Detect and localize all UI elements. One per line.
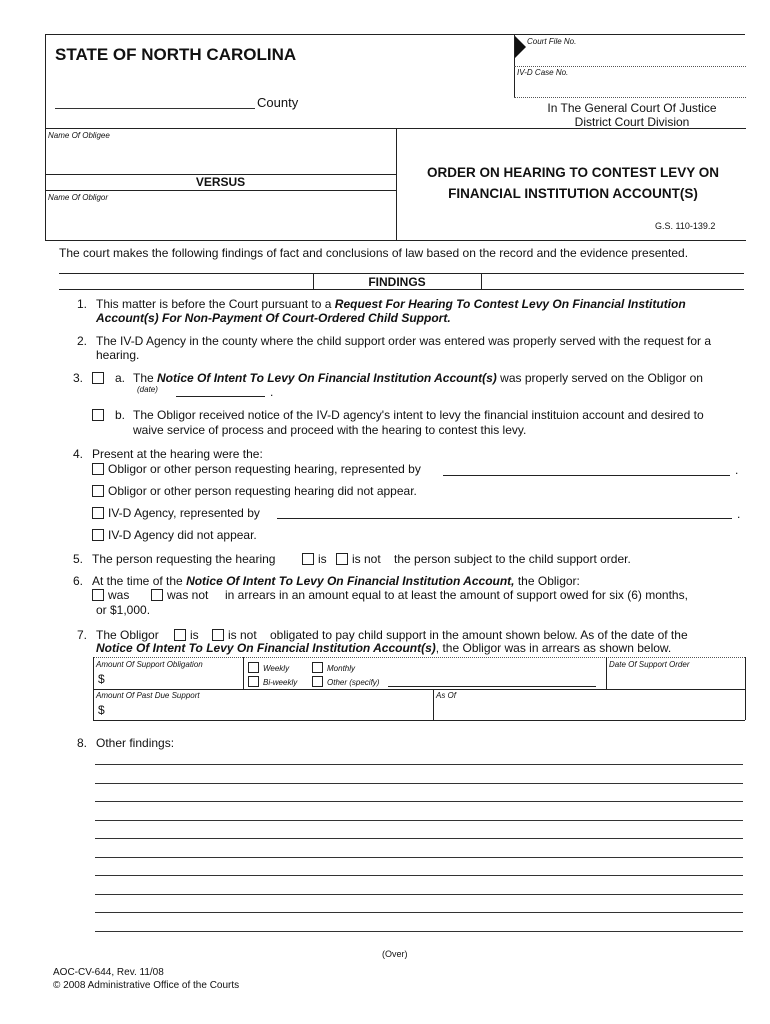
finding-4-opt1-period: . bbox=[735, 463, 739, 477]
other-findings-line-3[interactable] bbox=[95, 801, 743, 802]
finding-2-line2: hearing. bbox=[96, 348, 140, 362]
court-file-field[interactable] bbox=[514, 66, 746, 67]
top-border bbox=[45, 34, 745, 35]
obligor-label: Name Of Obligor bbox=[48, 193, 109, 202]
other-label: Other (specify) bbox=[327, 678, 380, 687]
state-title: STATE OF NORTH CAROLINA bbox=[55, 45, 297, 64]
finding-1-pre: This matter is before the Court pursuant to a bbox=[96, 297, 335, 311]
finding-5-is-label: is bbox=[318, 552, 327, 566]
ivd-case-label: IV-D Case No. bbox=[517, 68, 569, 77]
copyright: © 2008 Administrative Office of the Courts bbox=[53, 980, 240, 991]
court-file-arrow-icon bbox=[515, 36, 526, 58]
finding-6-bold: Notice Of Intent To Levy On Financial Institution Account, bbox=[186, 574, 515, 588]
other-findings-line-1[interactable] bbox=[95, 764, 743, 765]
finding-6-line1 bbox=[92, 574, 580, 588]
weekly-label: Weekly bbox=[263, 664, 290, 673]
obligee-label: Name Of Obligee bbox=[48, 131, 110, 140]
as-of-label: As Of bbox=[436, 691, 457, 700]
statute-ref: G.S. 110-139.2 bbox=[655, 221, 716, 231]
over-label: (Over) bbox=[382, 949, 408, 959]
finding-6-number: 6. bbox=[73, 574, 84, 588]
finding-3a-checkbox[interactable] bbox=[92, 372, 104, 384]
finding-6-was-label: was bbox=[108, 588, 130, 602]
finding-7-isnot-label: is not bbox=[228, 628, 257, 642]
finding-7-number: 7. bbox=[77, 628, 88, 642]
parties-divider bbox=[396, 128, 397, 240]
finding-3a-date-label: (date) bbox=[137, 385, 158, 394]
findings-top-line bbox=[59, 273, 744, 274]
past-due-dollar: $ bbox=[98, 703, 105, 717]
findings-heading: FINDINGS bbox=[368, 275, 426, 289]
versus-label: VERSUS bbox=[195, 175, 246, 189]
finding-4-number: 4. bbox=[73, 447, 84, 461]
finding-5-pre: The person requesting the hearing bbox=[92, 552, 276, 566]
finding-3b-line1: The Obligor received notice of the IV-D agency's intent to levy the financial instituion account and desired to bbox=[133, 408, 704, 422]
support-table-bottom bbox=[93, 720, 745, 721]
finding-6-line3: or $1,000. bbox=[96, 603, 151, 617]
findings-box-right bbox=[481, 273, 482, 289]
finding-7-line2 bbox=[96, 641, 671, 655]
finding-2-number: 2. bbox=[77, 334, 88, 348]
finding-4-opt2-checkbox[interactable] bbox=[92, 485, 104, 497]
other-findings-line-4[interactable] bbox=[95, 820, 743, 821]
finding-4-heading: Present at the hearing were the: bbox=[92, 447, 263, 461]
form-title-line1: ORDER ON HEARING TO CONTEST LEVY ON bbox=[426, 165, 720, 180]
finding-4-opt1-field[interactable] bbox=[443, 475, 730, 476]
other-findings-line-10[interactable] bbox=[95, 931, 743, 932]
monthly-checkbox[interactable] bbox=[312, 662, 323, 673]
findings-bottom-line bbox=[59, 289, 744, 290]
finding-3a-date-field[interactable] bbox=[176, 396, 265, 397]
finding-2-line1: The IV-D Agency in the county where the child support order was entered was properly served with the request for a bbox=[96, 334, 711, 348]
monthly-label: Monthly bbox=[327, 664, 356, 673]
finding-1-bold1: Request For Hearing To Contest Levy On Financial Institution bbox=[334, 297, 686, 311]
support-table-right bbox=[745, 657, 746, 720]
date-support-order-label: Date Of Support Order bbox=[609, 660, 690, 669]
finding-6-post: the Obligor: bbox=[514, 574, 580, 588]
finding-6-tail: in arrears in an amount equal to at least the amount of support owed for six (6) months, bbox=[225, 588, 688, 602]
finding-5-post: the person subject to the child support order. bbox=[394, 552, 631, 566]
finding-5-isnot-checkbox[interactable] bbox=[336, 553, 348, 565]
finding-6-wasnot-label: was not bbox=[167, 588, 209, 602]
finding-4-opt4-label: IV-D Agency did not appear. bbox=[108, 528, 257, 542]
finding-5-is-checkbox[interactable] bbox=[302, 553, 314, 565]
biweekly-label: Bi-weekly bbox=[263, 678, 298, 687]
finding-4-opt3-label: IV-D Agency, represented by bbox=[108, 506, 260, 520]
finding-1-number: 1. bbox=[77, 297, 88, 311]
other-findings-line-9[interactable] bbox=[95, 912, 743, 913]
intro-text: The court makes the following findings of fact and conclusions of law based on the record and the evidence presented. bbox=[59, 246, 689, 260]
other-findings-line-7[interactable] bbox=[95, 875, 743, 876]
other-checkbox[interactable] bbox=[312, 676, 323, 687]
finding-8-number: 8. bbox=[77, 736, 88, 750]
finding-3-number: 3. bbox=[73, 371, 84, 385]
versus-bottom-line bbox=[45, 190, 396, 191]
header-bottom-border bbox=[45, 240, 746, 241]
finding-7-is-label: is bbox=[190, 628, 199, 642]
finding-3a-text bbox=[133, 371, 703, 385]
finding-3b-line2: waive service of process and proceed with the hearing to contest this levy. bbox=[133, 423, 527, 437]
other-specify-field[interactable] bbox=[388, 686, 596, 687]
other-findings-line-2[interactable] bbox=[95, 783, 743, 784]
support-table-div2 bbox=[606, 657, 607, 689]
finding-8-label: Other findings: bbox=[96, 736, 175, 750]
other-findings-line-6[interactable] bbox=[95, 857, 743, 858]
finding-4-opt1-checkbox[interactable] bbox=[92, 463, 104, 475]
court-file-label: Court File No. bbox=[527, 37, 577, 46]
finding-5-number: 5. bbox=[73, 552, 84, 566]
support-table-div3 bbox=[433, 689, 434, 720]
finding-3b-checkbox[interactable] bbox=[92, 409, 104, 421]
weekly-checkbox[interactable] bbox=[248, 662, 259, 673]
form-title-line2: FINANCIAL INSTITUTION ACCOUNT(S) bbox=[448, 186, 698, 201]
support-table-mid bbox=[93, 689, 745, 690]
ivd-case-field[interactable] bbox=[514, 97, 746, 98]
finding-1-line1 bbox=[96, 297, 686, 311]
finding-3a-pre: The bbox=[133, 371, 158, 385]
form-id: AOC-CV-644, Rev. 11/08 bbox=[53, 967, 164, 978]
finding-6-pre: At the time of the bbox=[92, 574, 187, 588]
amount-support-dollar: $ bbox=[98, 672, 105, 686]
finding-3a-period: . bbox=[270, 385, 274, 399]
finding-7-post: obligated to pay child support in the amount shown below. As of the date of the bbox=[270, 628, 688, 642]
court-line1: In The General Court Of Justice bbox=[547, 101, 717, 115]
finding-4-opt3-period: . bbox=[737, 507, 741, 521]
finding-7-pre: The Obligor bbox=[96, 628, 159, 642]
finding-5-isnot-label: is not bbox=[352, 552, 381, 566]
amount-support-label: Amount Of Support Obligation bbox=[96, 660, 203, 669]
finding-4-opt2-label: Obligor or other person requesting hearing did not appear. bbox=[108, 484, 417, 498]
support-table-div1 bbox=[243, 657, 244, 689]
other-findings-line-5[interactable] bbox=[95, 838, 743, 839]
finding-7-is-checkbox[interactable] bbox=[174, 629, 186, 641]
finding-7-bold2: Notice Of Intent To Levy On Financial Institution Account(s) bbox=[96, 641, 436, 655]
finding-7-post2: , the Obligor was in arrears as shown below. bbox=[435, 641, 672, 655]
left-border bbox=[45, 34, 46, 240]
finding-3a-letter: a. bbox=[115, 371, 126, 385]
finding-4-opt4-checkbox[interactable] bbox=[92, 529, 104, 541]
finding-3a-bold: Notice Of Intent To Levy On Financial Institution Account(s) bbox=[157, 371, 497, 385]
finding-4-opt1-label: Obligor or other person requesting hearing, represented by bbox=[108, 462, 421, 476]
finding-4-opt3-field[interactable] bbox=[277, 518, 732, 519]
past-due-label: Amount Of Past Due Support bbox=[96, 691, 200, 700]
finding-1-line2: Account(s) For Non-Payment Of Court-Ordered Child Support. bbox=[96, 311, 451, 325]
finding-7-isnot-checkbox[interactable] bbox=[212, 629, 224, 641]
county-field[interactable] bbox=[55, 108, 255, 109]
finding-3a-post: was properly served on the Obligor on bbox=[496, 371, 703, 385]
finding-6-wasnot-checkbox[interactable] bbox=[151, 589, 163, 601]
finding-3b-letter: b. bbox=[115, 408, 126, 422]
biweekly-checkbox[interactable] bbox=[248, 676, 259, 687]
finding-6-was-checkbox[interactable] bbox=[92, 589, 104, 601]
other-findings-line-8[interactable] bbox=[95, 894, 743, 895]
support-table-top bbox=[93, 657, 745, 658]
county-label: County bbox=[257, 95, 299, 110]
court-line2: District Court Division bbox=[574, 115, 690, 129]
finding-4-opt3-checkbox[interactable] bbox=[92, 507, 104, 519]
